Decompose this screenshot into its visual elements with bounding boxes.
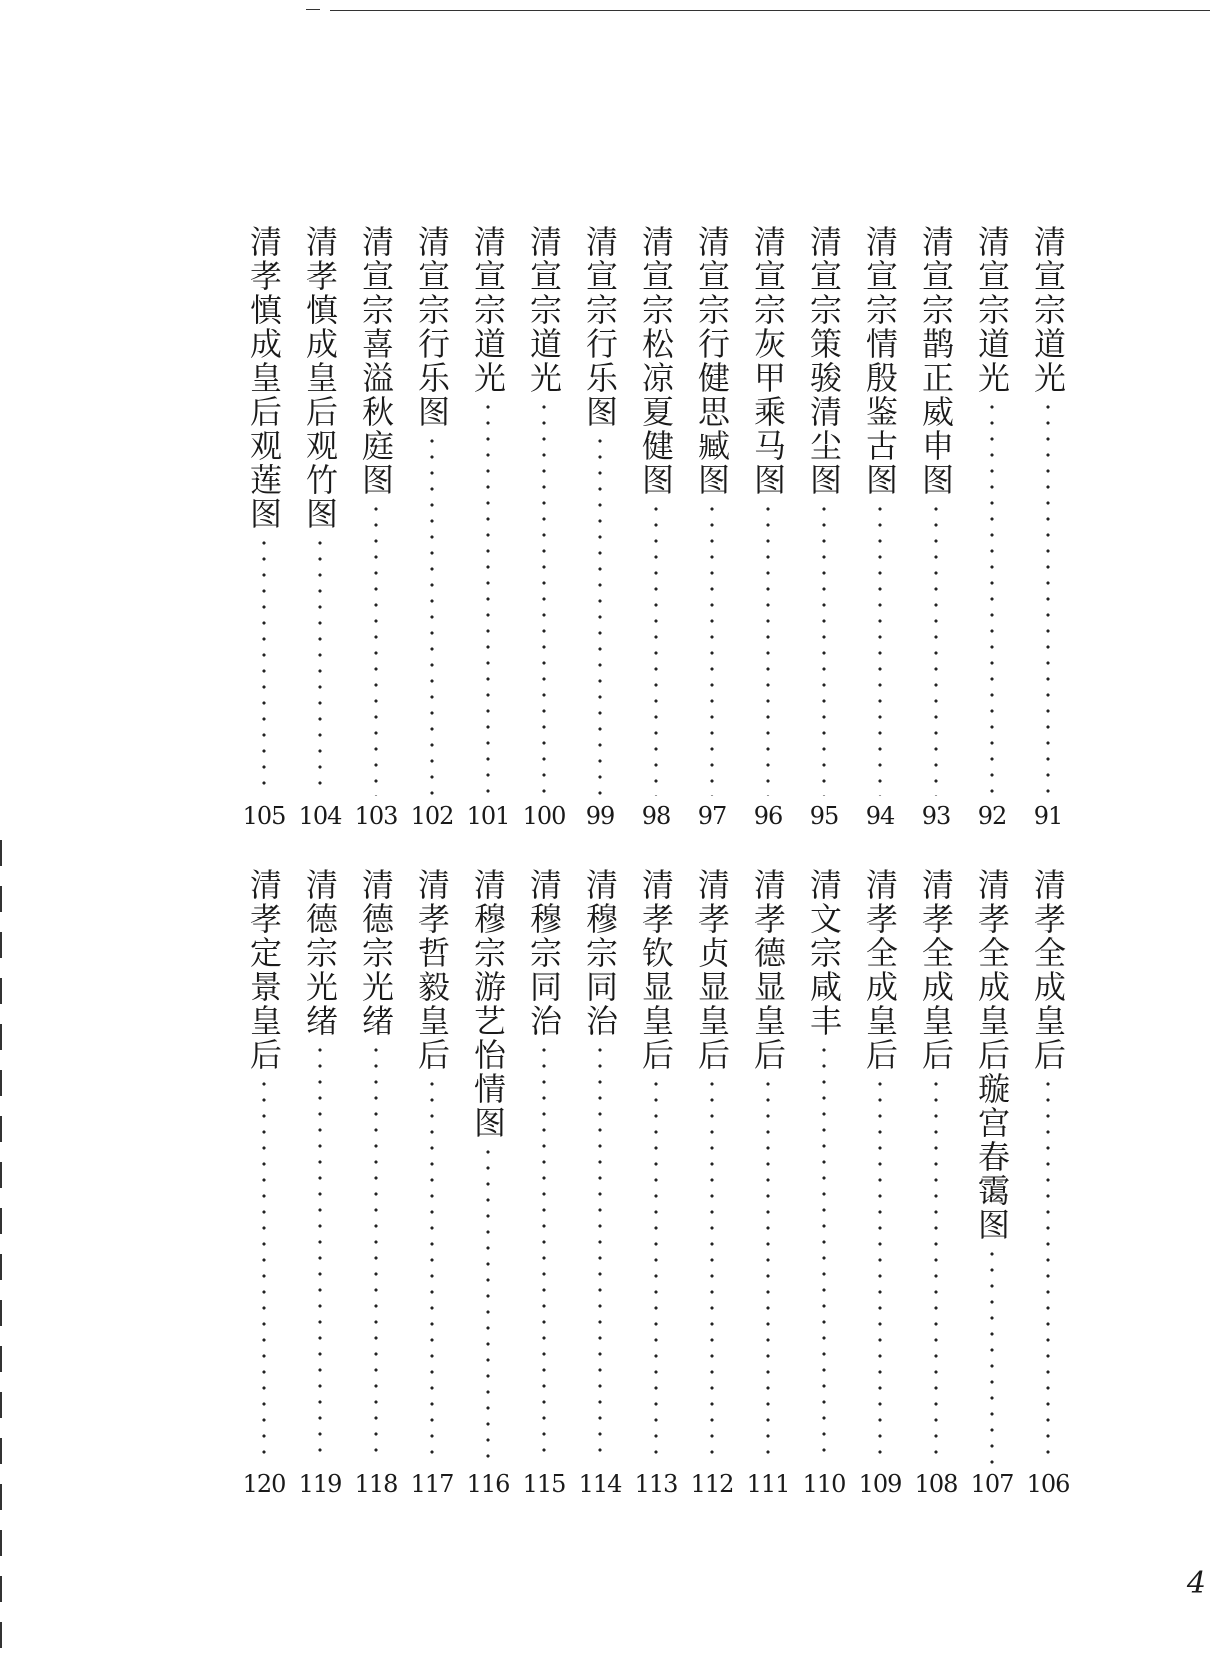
toc-entry[interactable] — [684, 868, 740, 1498]
toc-entry-title: 清宣宗道光 — [973, 225, 1011, 395]
dot-leader — [878, 1076, 882, 1464]
dot-leader — [430, 1076, 434, 1464]
dot-leader — [990, 1246, 994, 1464]
toc-entry-title: 清穆宗同治 — [525, 868, 563, 1038]
dot-leader — [766, 1076, 770, 1464]
toc-entry-page: 92 — [977, 802, 1007, 830]
toc-entry-page: 100 — [522, 802, 566, 830]
toc-entry-page: 104 — [298, 802, 342, 830]
toc-entry[interactable] — [740, 868, 796, 1498]
toc-entry[interactable] — [628, 225, 684, 830]
toc-entry-page: 108 — [914, 1470, 958, 1498]
dot-leader — [878, 501, 882, 796]
toc-entry-title: 清孝钦显皇后 — [637, 868, 675, 1072]
toc-entry-page: 120 — [242, 1470, 286, 1498]
dot-leader — [318, 1042, 322, 1464]
toc-entry[interactable] — [572, 225, 628, 830]
toc-entry-page: 103 — [354, 802, 398, 830]
toc-entry-title: 清孝定景皇后 — [245, 868, 283, 1072]
top-rule-dash — [306, 9, 320, 10]
dot-leader — [710, 501, 714, 796]
toc-entry-title: 清孝全成皇后 — [1029, 868, 1067, 1072]
dot-leader — [374, 501, 378, 796]
dot-leader — [654, 1076, 658, 1464]
toc-entry-title: 清穆宗同治 — [581, 868, 619, 1038]
toc-entry[interactable] — [852, 225, 908, 830]
toc-entry-title: 清文宗咸丰 — [805, 868, 843, 1038]
toc-entry-page: 91 — [1033, 802, 1063, 830]
toc-entry-page: 105 — [242, 802, 286, 830]
toc-entry[interactable] — [404, 868, 460, 1498]
toc-entry-title: 清宣宗情殷鉴古图 — [861, 225, 899, 497]
toc-entry-title: 清宣宗行乐图 — [413, 225, 451, 429]
toc-entry-title: 清宣宗行健思臧图 — [693, 225, 731, 497]
toc-entry[interactable] — [1020, 225, 1076, 830]
toc-entry[interactable] — [908, 868, 964, 1498]
dot-leader — [822, 501, 826, 796]
toc-entry-page: 94 — [865, 802, 895, 830]
toc-entry[interactable] — [404, 225, 460, 830]
toc-entry-page: 116 — [466, 1470, 510, 1498]
toc-entry-title: 清孝全成皇后 — [917, 868, 955, 1072]
toc-entry-page: 117 — [410, 1470, 454, 1498]
toc-entry[interactable] — [348, 225, 404, 830]
dot-leader — [934, 501, 938, 796]
toc-entry-page: 96 — [753, 802, 783, 830]
binding-marks — [0, 840, 6, 1660]
dot-leader — [822, 1042, 826, 1464]
dot-leader — [542, 1042, 546, 1464]
toc-entry-title: 清宣宗道光 — [1029, 225, 1067, 395]
toc-entry[interactable] — [628, 868, 684, 1498]
toc-entry-title: 清穆宗游艺怡情图 — [469, 868, 507, 1140]
toc-entry-page: 101 — [466, 802, 510, 830]
dot-leader — [374, 1042, 378, 1464]
toc-entry-page: 107 — [970, 1470, 1014, 1498]
toc-entry-title: 清孝全成皇后璇宫春霭图 — [973, 868, 1011, 1242]
dot-leader — [542, 399, 546, 796]
toc-entry-title: 清孝慎成皇后观竹图 — [301, 225, 339, 531]
toc-entry-page: 118 — [354, 1470, 398, 1498]
toc-entry-title: 清孝贞显皇后 — [693, 868, 731, 1072]
toc-entry-title: 清德宗光绪 — [301, 868, 339, 1038]
dot-leader — [318, 535, 322, 796]
toc-entry[interactable] — [964, 868, 1020, 1498]
dot-leader — [710, 1076, 714, 1464]
dot-leader — [430, 433, 434, 796]
toc-entry-title: 清宣宗喜溢秋庭图 — [357, 225, 395, 497]
toc-entry[interactable] — [852, 868, 908, 1498]
toc-entry-page: 112 — [690, 1470, 734, 1498]
toc-entry-page: 95 — [809, 802, 839, 830]
toc-entry[interactable] — [460, 225, 516, 830]
page-number: 4 — [1186, 1566, 1206, 1601]
top-rule — [330, 10, 1210, 11]
toc-entry-title: 清宣宗行乐图 — [581, 225, 619, 429]
dot-leader — [598, 1042, 602, 1464]
toc-entry-page: 111 — [746, 1470, 790, 1498]
toc-entry[interactable] — [740, 225, 796, 830]
toc-entry-title: 清宣宗灰甲乘马图 — [749, 225, 787, 497]
toc-entry-page: 110 — [802, 1470, 846, 1498]
dot-leader — [486, 399, 490, 796]
toc-entry-title: 清宣宗鹊正威申图 — [917, 225, 955, 497]
toc-bottom-section — [236, 868, 1076, 1498]
toc-entry[interactable] — [460, 868, 516, 1498]
toc-entry[interactable] — [516, 225, 572, 830]
dot-leader — [486, 1144, 490, 1464]
dot-leader — [766, 501, 770, 796]
toc-entry-title: 清孝全成皇后 — [861, 868, 899, 1072]
toc-top-section — [236, 225, 1076, 830]
toc-entry-title: 清宣宗道光 — [469, 225, 507, 395]
toc-entry[interactable] — [292, 225, 348, 830]
dot-leader — [262, 1076, 266, 1464]
dot-leader — [654, 501, 658, 796]
toc-entry[interactable] — [236, 868, 292, 1498]
toc-entry-page: 102 — [410, 802, 454, 830]
toc-entry-title: 清宣宗松凉夏健图 — [637, 225, 675, 497]
dot-leader — [1046, 1076, 1050, 1464]
dot-leader — [598, 433, 602, 796]
toc-entry[interactable] — [796, 225, 852, 830]
toc-entry[interactable] — [292, 868, 348, 1498]
toc-entry-page: 114 — [578, 1470, 622, 1498]
toc-entry[interactable] — [516, 868, 572, 1498]
toc-entry-page: 93 — [921, 802, 951, 830]
toc-entry-page: 106 — [1026, 1470, 1070, 1498]
toc-entry[interactable] — [908, 225, 964, 830]
toc-entry[interactable] — [964, 225, 1020, 830]
toc-entry-title: 清宣宗策骏清尘图 — [805, 225, 843, 497]
dot-leader — [1046, 399, 1050, 796]
toc-entry[interactable] — [684, 225, 740, 830]
toc-entry[interactable] — [236, 225, 292, 830]
dot-leader — [990, 399, 994, 796]
toc-entry-page: 99 — [585, 802, 615, 830]
toc-entry-page: 97 — [697, 802, 727, 830]
toc-entry-title: 清孝德显皇后 — [749, 868, 787, 1072]
toc-entry-title: 清德宗光绪 — [357, 868, 395, 1038]
toc-entry-title: 清宣宗道光 — [525, 225, 563, 395]
toc-entry[interactable] — [796, 868, 852, 1498]
toc-entry-title: 清孝哲毅皇后 — [413, 868, 451, 1072]
toc-entry-page: 109 — [858, 1470, 902, 1498]
toc-entry[interactable] — [348, 868, 404, 1498]
toc-entry-page: 115 — [522, 1470, 566, 1498]
toc-entry-page: 113 — [634, 1470, 678, 1498]
dot-leader — [262, 535, 266, 796]
toc-entry-page: 98 — [641, 802, 671, 830]
toc-entry-title: 清孝慎成皇后观莲图 — [245, 225, 283, 531]
toc-entry-page: 119 — [298, 1470, 342, 1498]
dot-leader — [934, 1076, 938, 1464]
toc-entry[interactable] — [1020, 868, 1076, 1498]
toc-entry[interactable] — [572, 868, 628, 1498]
